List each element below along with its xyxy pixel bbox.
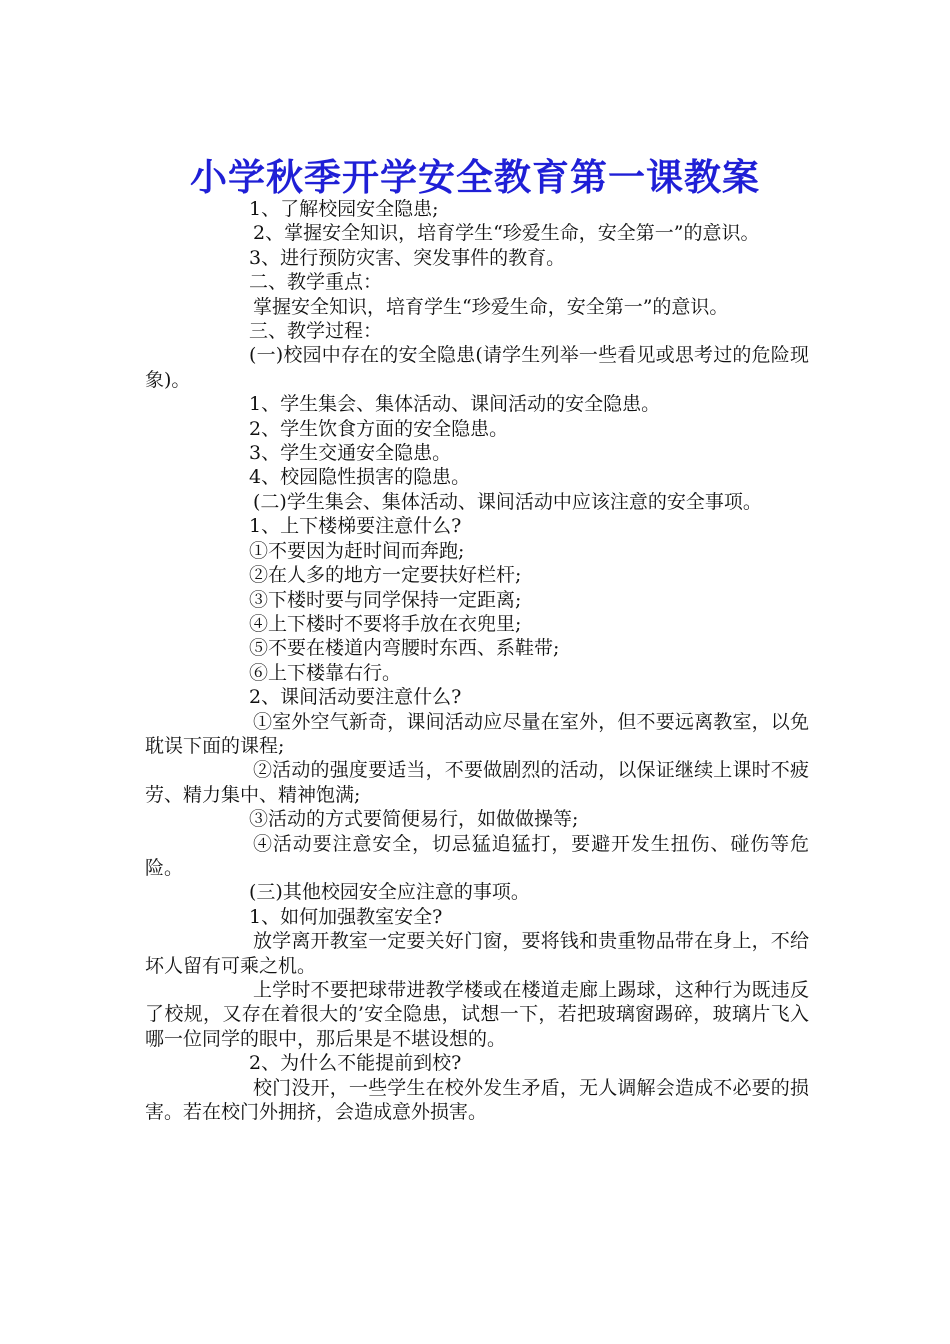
section-heading-process: 三、教学过程： — [249, 320, 383, 343]
question-stairs: 1、上下楼梯要注意什么? — [249, 515, 462, 538]
list-item: ⑤不要在楼道内弯腰时东西、系鞋带; — [249, 637, 560, 660]
section-heading-key-points: 二、教学重点： — [249, 271, 383, 294]
list-item: ③下楼时要与同学保持一定距离; — [249, 588, 522, 611]
list-item: ①不要因为赶时间而奔跑; — [249, 539, 465, 562]
list-item: 4、校园隐性损害的隐患。 — [249, 466, 471, 489]
list-item: ③活动的方式要简便易行，如做做操等; — [249, 808, 579, 831]
list-item: ④活动要注意安全，切忌猛追猛打，要避开发生扭伤、碰伤等危险。 — [145, 832, 809, 879]
question-break-activity: 2、课间活动要注意什么? — [249, 686, 462, 709]
document-body — [145, 197, 809, 1124]
list-item: ②活动的强度要适当，不要做剧烈的活动，以保证继续上课时不疲劳、精力集中、精神饱满; — [145, 759, 809, 806]
question-classroom-safety: 1、如何加强教室安全? — [249, 905, 443, 928]
paragraph-classroom-2: 上学时不要把球带进教学楼或在楼道走廊上踢球，这种行为既违反了校规，又存在着很大的’安全隐患，试想一下，若把玻璃窗踢碎，玻璃片飞入哪一位同学的眼中，那后果是不堪设想的。 — [145, 979, 809, 1050]
list-item: ④上下楼时不要将手放在衣兜里; — [249, 612, 522, 635]
document-title: 小学秋季开学安全教育第一课教案 — [190, 154, 760, 199]
subsection-heading-1: (一)校园中存在的安全隐患(请学生列举一些看见或思考过的危险现象)。 — [145, 344, 809, 391]
paragraph-objective-2: 2、掌握安全知识，培育学生“珍爱生命，安全第一”的意识。 — [253, 222, 760, 245]
question-early-arrival: 2、为什么不能提前到校? — [249, 1052, 462, 1075]
list-item: ①室外空气新奇，课间活动应尽量在室外，但不要远离教室，以免耽误下面的课程; — [145, 710, 809, 757]
paragraph-early-arrival: 校门没开，一些学生在校外发生矛盾，无人调解会造成不必要的损害。若在校门外拥挤，会造成意外损害。 — [145, 1076, 809, 1124]
subsection-heading-3: (三)其他校园安全应注意的事项。 — [249, 881, 530, 904]
list-item: ⑥上下楼靠右行。 — [249, 661, 402, 684]
list-item: 1、学生集会、集体活动、课间活动的安全隐患。 — [249, 393, 661, 416]
paragraph-classroom-1: 放学离开教室一定要关好门窗，要将钱和贵重物品带在身上，不给坏人留有可乘之机。 — [145, 930, 809, 977]
paragraph-objective-1: 1、了解校园安全隐患; — [249, 198, 439, 220]
list-item: 3、学生交通安全隐患。 — [249, 442, 452, 465]
paragraph-key-points: 掌握安全知识，培育学生“珍爱生命，安全第一”的意识。 — [253, 295, 729, 318]
list-item: 2、学生饮食方面的安全隐患。 — [249, 417, 509, 440]
subsection-heading-2: (二)学生集会、集体活动、课间活动中应该注意的安全事项。 — [253, 490, 762, 513]
list-item: ②在人多的地方一定要扶好栏杆; — [249, 564, 522, 587]
paragraph-objective-3: 3、进行预防灾害、突发事件的教育。 — [249, 246, 566, 269]
